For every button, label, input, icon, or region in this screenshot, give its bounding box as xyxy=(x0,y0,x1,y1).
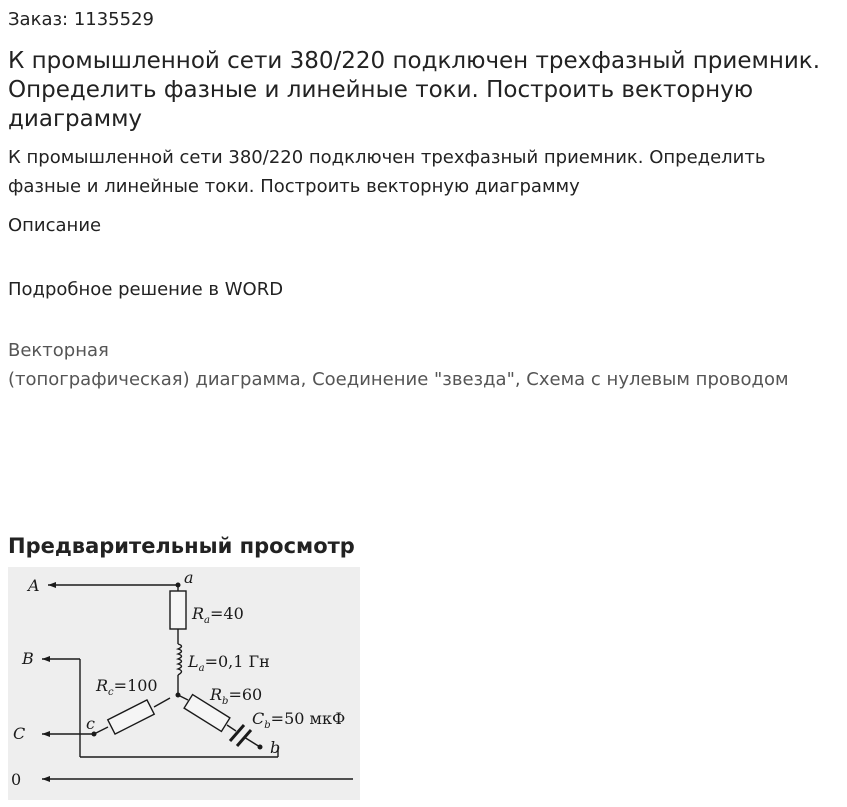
tag-line-2: (топографическая) диаграмма, Соединение "звезда", Схема с нулевым проводом xyxy=(8,369,789,390)
tags xyxy=(8,336,843,394)
node-a-label: a xyxy=(184,568,194,587)
short-description: К промышленной сети 380/220 подключен трехфазный приемник. Определить фазные и линейные токи. Построить векторную диаграмму xyxy=(8,147,766,197)
page-title: К промышленной сети 380/220 подключен трехфазный приемник. Определить фазные и линейные токи. Построить векторную диаграмму xyxy=(8,48,821,132)
terminal-0-label: 0 xyxy=(11,770,22,789)
ra-label: $R_a=40$ xyxy=(192,604,244,626)
node-b-label: b xyxy=(270,738,281,757)
node-c-label: c xyxy=(86,714,95,733)
solution-text: Подробное решение в WORD xyxy=(8,279,284,300)
preview-heading: Предварительный просмотр xyxy=(8,534,355,558)
description-label: Описание xyxy=(8,215,102,236)
tag-line-1: Векторная xyxy=(8,340,109,361)
rb-label: $R_b=60$ xyxy=(210,685,263,707)
terminal-c-label: C xyxy=(13,724,26,743)
rc-label: $R_c=100$ xyxy=(96,676,158,698)
circuit-diagram xyxy=(8,567,360,800)
terminal-a-label: A xyxy=(28,576,40,595)
order-number: Заказ: 1135529 xyxy=(8,9,154,30)
resistor-ra xyxy=(170,591,186,629)
la-label: $L_a=0,1$ Гн xyxy=(188,652,270,674)
circuit-preview-image xyxy=(8,567,360,800)
terminal-b-label: B xyxy=(22,649,34,668)
cb-label: $C_b=50$ мкФ xyxy=(252,709,346,731)
